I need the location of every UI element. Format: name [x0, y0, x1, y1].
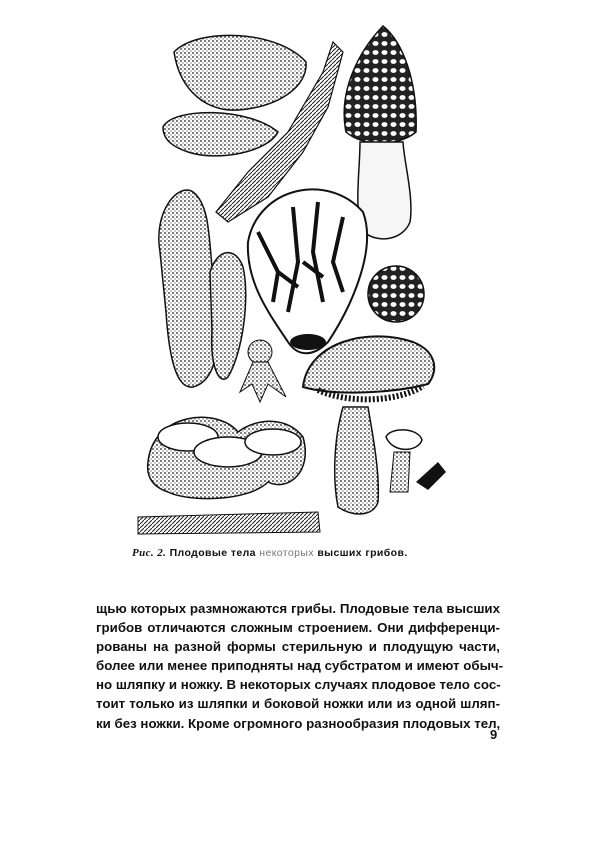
- body-line: грибов отличаются сложным строением. Они дифференци-: [96, 620, 500, 636]
- coral-fungus-drawing: [248, 189, 367, 353]
- oyster-mushroom-cluster-drawing: [138, 417, 320, 534]
- body-line: щью которых размножаются грибы. Плодовые тела высших: [96, 601, 500, 616]
- earthstar-drawing: [240, 340, 286, 402]
- caption-text-1: Плодовые тела: [169, 547, 256, 559]
- caption-label: Рис. 2.: [132, 547, 167, 559]
- caption-text-3: высших грибов.: [317, 547, 408, 559]
- body-line: но шляпку и ножку. В некоторых случаях плодовое тело сос-: [96, 677, 501, 693]
- body-line: тоит только из шляпки и боковой ножки или из одной шляп-: [96, 696, 500, 712]
- body-line: ки без ножки. Кроме огромного разнообразия плодовых тел,: [96, 715, 501, 731]
- puffball-drawing: [368, 266, 424, 322]
- figure-caption: [132, 547, 512, 559]
- body-line: рованы на разной формы стерильную и плодущую части,: [96, 639, 500, 655]
- body-line: более или менее приподняты над субстратом и имеют обыч-: [96, 658, 504, 674]
- cup-fungus-drawing: [386, 430, 446, 492]
- fungi-illustration: [128, 12, 500, 542]
- page-number: 9: [490, 727, 498, 742]
- body-paragraph: [96, 599, 504, 733]
- caption-text-2: некоторых: [259, 547, 314, 559]
- agaric-mushroom-drawing: [303, 336, 434, 514]
